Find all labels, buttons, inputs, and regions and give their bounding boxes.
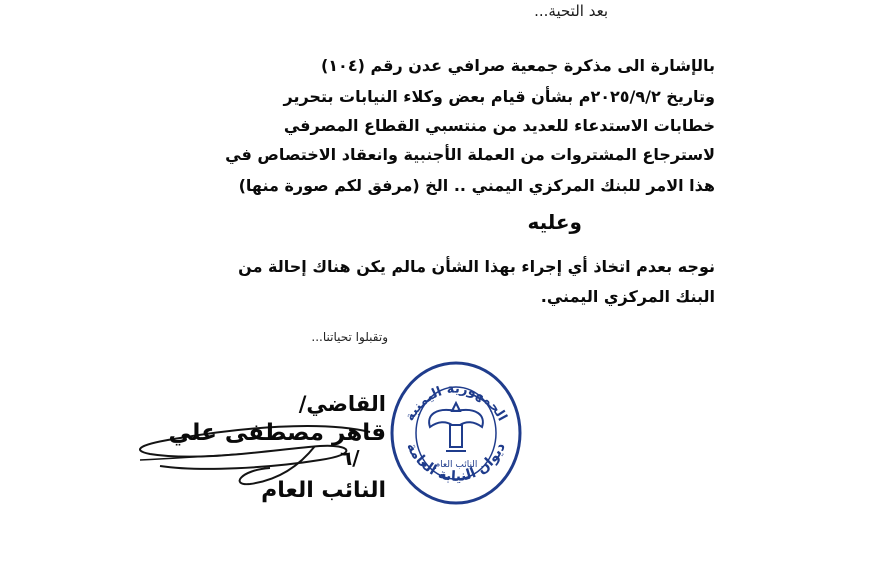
seal-middle-text: النائب العام — [434, 460, 478, 470]
seal-bottom-text: ديوان النيابة العامة — [402, 440, 509, 485]
paragraph-line: لاسترجاع المشتروات من العملة الأجنبية وانعقاد الاختصاص في — [225, 145, 715, 164]
seal-top-text: الجمهورية اليمنية — [402, 381, 510, 424]
date-mark: /٦ — [340, 446, 360, 470]
signatory-name: قاهر مصطفى علي — [168, 420, 386, 446]
signatory-title: القاضي/ — [298, 392, 386, 416]
signatory-position: النائب العام — [261, 478, 386, 503]
paragraph-line: خطابات الاستدعاء للعديد من منتسبي القطاع المصرفي — [283, 116, 715, 135]
official-seal — [386, 355, 526, 505]
eagle-emblem-icon — [429, 403, 483, 451]
directive-line: نوجه بعدم اتخاذ أي إجراء بهذا الشأن مالم يكن هناك إحالة من — [238, 257, 715, 276]
directive-line: البنك المركزي اليمني. — [540, 287, 715, 306]
paragraph-line: بالإشارة الى مذكرة جمعية صرافي عدن رقم (١٠٤) — [320, 56, 715, 75]
section-heading: وعليه — [527, 210, 582, 234]
greeting: بعد التحية... — [534, 2, 608, 20]
closing-line: وتقبلوا تحياتنا... — [311, 330, 388, 344]
paragraph-line: وتاريخ ٢٠٢٥/٩/٢م بشأن قيام بعض وكلاء النيابات بتحرير — [283, 87, 715, 106]
paragraph-line: هذا الامر للبنك المركزي اليمني .. الخ (مرفق لكم صورة منها) — [238, 176, 715, 195]
